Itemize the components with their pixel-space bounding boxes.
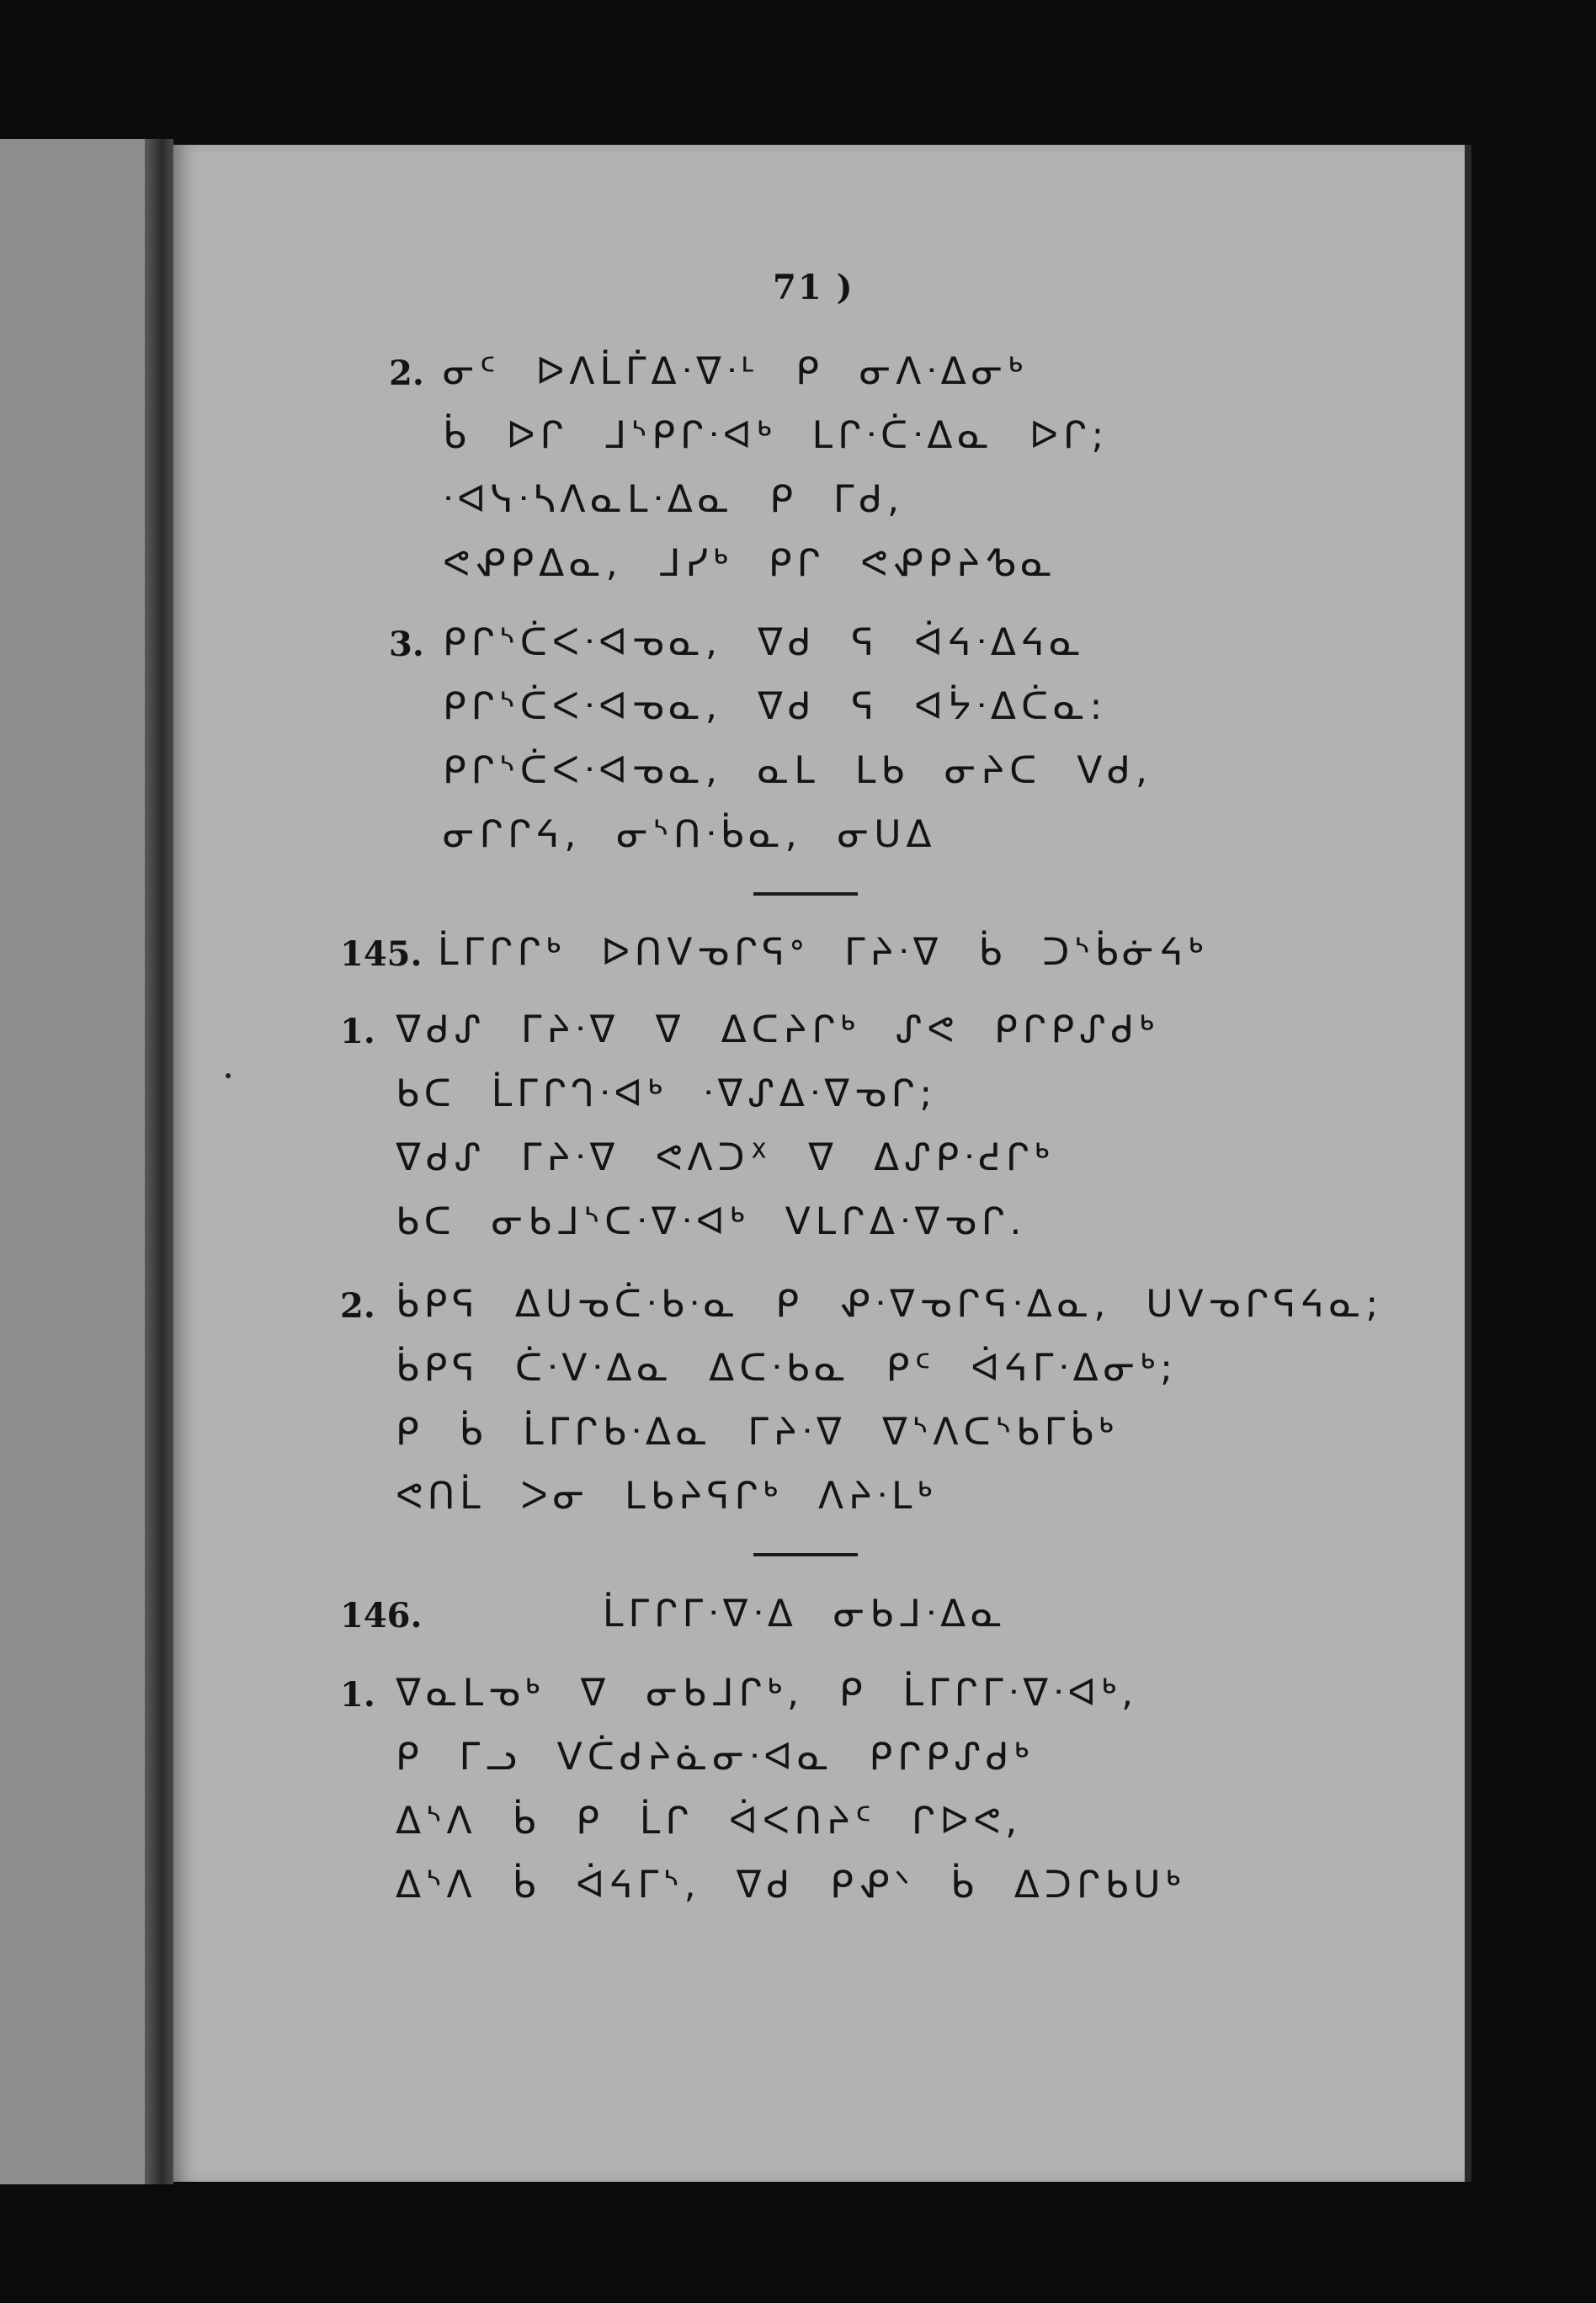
verse-line: ᑳᑭᕋ ᑖᐧᐯᐧᐃᓇ ᐃᑕᐧᑲᓇ ᑭᑦ ᐋᔦᒥᐧᐃᓂᒃ; [396,1347,1178,1390]
verse-line: ᐃᔅᐱ ᑳ ᐋᔦᒥᔅ, ᐁᑯ ᑭᕵᐠ ᑳ ᐃᑐᒋᑲᑌᒃ [396,1864,1186,1907]
verse-line: ᐧᐊᓭᐧᓴᐱᓇᒪᐧᐃᓇ ᑭ ᒥᑯ, [443,478,905,521]
verse-line: ᑭ ᒥᓗ ᐯᑖᑯᔨᓈᓂᐧᐊᓇ ᑭᒋᑭᔑᑯᒃ [396,1736,1035,1779]
verse-line: ᓂᒋᒋᔦ, ᓂᔅᑎᐧᑳᓇ, ᓂᑌᐃ [443,813,937,856]
verse-number: 2. [340,1286,375,1326]
section-divider [753,1553,858,1556]
verse-line: ᑭ ᑳ ᒫᒥᒋᑲᐧᐃᓇ ᒥᔨᐧᐁ ᐁᔅᐱᑕᔅᑲᒥᑳᒃ [396,1411,1119,1454]
verse-line: ᑲᑕ ᓂᑲᒧᔅᑕᐧᐁᐧᐊᒃ ᐯᒪᒋᐃᐧᐁᓀᒋ. [396,1200,1027,1243]
verse-line: ᑳ ᐅᒋ ᒧᔅᑭᒋᐧᐊᒃ ᒪᒋᐧᑖᐧᐃᓇ ᐅᒋ; [443,414,1109,457]
verse-number: 3. [389,625,424,664]
verse-line: ᑳᑭᕋ ᐃᑌᓀᑖᐧᑲᐧᓇ ᑭ ᕵᐧᐁᓀᒋᕋᐧᐃᓇ, ᑌᐯᓀᒋᕋᔦᓇ; [396,1283,1384,1326]
verse-line: ᐁᑯᔑ ᒥᔨᐧᐁ ᕙᐱᑐᕽ ᐁ ᐃᔑᑭᐧᕍᒋᒃ [396,1136,1055,1179]
hymn-number: 145. [340,934,423,974]
speck [226,1073,231,1078]
verse-line: ᓂᑦ ᐅᐱᒫᒦᐃᐧᐁᐧᒻ ᑭ ᓂᐱᐧᐃᓂᒃ [443,350,1029,393]
page-number: 71 ) [773,268,854,307]
hymn-title: ᒫᒥᒋᒥᐧᐁᐧᐃ ᓂᑲᒧᐧᐃᓇ [603,1593,1008,1636]
verse-line: ᑭᒋᔅᑖᐸᐧᐊᓀᓇ, ᓇᒪ ᒪᑲ ᓂᔨᑕ ᐯᑯ, [443,749,1152,792]
verse-line: ᐁᑯᔑ ᒥᔨᐧᐁ ᐁ ᐃᑕᔨᒋᒃ ᔑᕙ ᑭᒋᑭᔑᑯᒃ [396,1008,1160,1051]
verse-number: 2. [389,354,424,393]
verse-line: ᑲᑕ ᒫᒥᒋᒉᐧᐊᒃ ᐧᐁᔑᐃᐧᐁᓀᒋ; [396,1072,938,1115]
verse-line: ᐃᔅᐱ ᑳ ᑭ ᒫᒋ ᐋᐸᑎᔨᑦ ᒋᐅᕙ, [396,1800,1023,1843]
hymn-number: 146. [340,1596,423,1636]
verse-line: ᑭᒋᔅᑖᐸᐧᐊᓀᓇ, ᐁᑯ ᕋ ᐋᔦᐧᐃᔦᓇ [443,621,1087,664]
left-page-edge [0,139,165,2184]
verse-line: ᑭᒋᔅᑖᐸᐧᐊᓀᓇ, ᐁᑯ ᕋ ᐊᔮᐧᐃᑖᓇ: [443,685,1108,728]
verse-number: 1. [340,1012,375,1051]
page-gutter [145,139,173,2184]
verse-line: ᕙᕵᑭᐃᓇ, ᒧᓯᒃ ᑭᒋ ᕙᕵᑭᔨᕹᓇ [443,542,1057,585]
section-divider [753,892,858,896]
verse-number: 1. [340,1675,375,1715]
hymn-title: ᒫᒥᒋᒋᒃ ᐅᑎᐯᓀᒋᕋᐤ ᒥᔨᐧᐁ ᑳ ᑐᔅᑳᓃᔦᒃ [438,931,1209,974]
verse-line: ᕙᑎᒫ ᐳᓂ ᒪᑲᔨᕋᒋᒃ ᐱᔨᐧᒪᒃ [396,1475,938,1518]
verse-line: ᐁᓇᒪᓀᒃ ᐁ ᓂᑲᒧᒋᒃ, ᑭ ᒫᒥᒋᒥᐧᐁᐧᐊᒃ, [396,1672,1139,1715]
